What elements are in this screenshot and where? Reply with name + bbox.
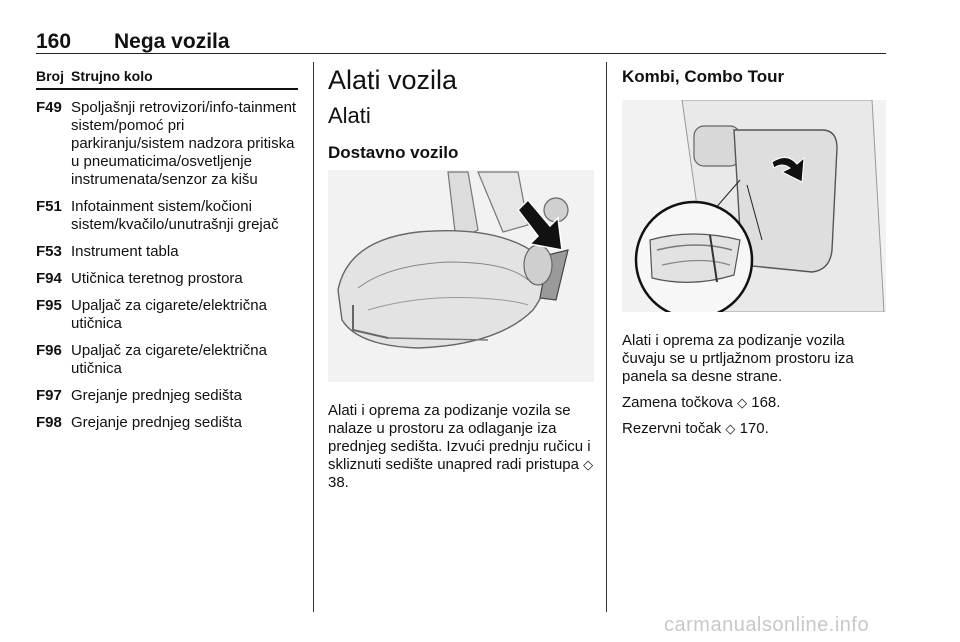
trunk-panel-illustration [622, 100, 886, 312]
column-header-circuit: Strujno kolo [71, 68, 153, 84]
page-reference-icon: ◇ [725, 421, 736, 436]
table-row [36, 342, 298, 378]
page-reference[interactable]: 38. [328, 474, 349, 491]
section-title: Kombi, Combo Tour [622, 67, 785, 86]
fuse-table-header [36, 64, 298, 90]
table-row [36, 198, 298, 234]
table-row [36, 297, 298, 333]
section-heading: Alati vozila [328, 65, 458, 95]
paragraph-text: Alati i oprema za podizanje vozila se nalaze u prostoru za odlaganje iza prednjeg sedišta. Izvući prednju ručicu i skliznuti sedište unapred radi pristupa [328, 402, 591, 473]
reference-text: Zamena točkova [622, 394, 733, 411]
fuse-description: Infotainment sistem/kočioni sistem/kvačilo/unutrašnji grejač [71, 198, 279, 233]
table-row [36, 99, 298, 189]
fuse-description: Upaljač za cigarete/električna utičnica [71, 297, 267, 332]
table-row [36, 243, 298, 261]
fuse-code: F96 [36, 342, 62, 359]
page-reference-icon: ◇ [737, 395, 748, 410]
page-reference[interactable]: 170. [739, 420, 769, 437]
fuse-description: Spoljašnji retrovizori/info-tainment sistem/pomoć pri parkiranju/sistem nadzora pritiska u pneumaticima/osvetljenje instrumenata/senzor za kišu [71, 99, 297, 188]
table-row [36, 387, 298, 405]
page-reference[interactable]: 168. [751, 394, 781, 411]
fuse-code: F53 [36, 243, 62, 260]
page-title: Nega vozila [114, 30, 230, 53]
fuse-code: F95 [36, 297, 62, 314]
fuse-code: F51 [36, 198, 62, 215]
body-paragraph [328, 402, 596, 492]
fuse-description: Utičnica teretnog prostora [71, 270, 243, 287]
right-column [622, 64, 886, 438]
subheading: Alati [328, 103, 371, 128]
fuse-description: Instrument tabla [71, 243, 179, 260]
header-rule [36, 53, 886, 54]
page-header [36, 30, 886, 52]
column-divider [313, 62, 314, 612]
middle-column [328, 64, 596, 492]
column-header-number: Broj [36, 68, 64, 84]
fuse-description: Upaljač za cigarete/električna utičnica [71, 342, 267, 377]
fuse-code: F94 [36, 270, 62, 287]
fuse-code: F98 [36, 414, 62, 431]
table-row [36, 414, 298, 432]
column-divider [606, 62, 607, 612]
section-title: Dostavno vozilo [328, 143, 459, 162]
watermark: carmanualsonline.info [664, 614, 870, 636]
fuse-table [36, 64, 298, 432]
cross-reference [622, 394, 886, 412]
page-reference-icon: ◇ [583, 457, 594, 472]
cross-reference [622, 420, 886, 438]
seat-illustration [328, 170, 594, 382]
fuse-code: F49 [36, 99, 62, 116]
fuse-code: F97 [36, 387, 62, 404]
page-number: 160 [36, 30, 72, 53]
fuse-description: Grejanje prednjeg sedišta [71, 414, 242, 431]
table-row [36, 270, 298, 288]
reference-text: Rezervni točak [622, 420, 722, 437]
fuse-description: Grejanje prednjeg sedišta [71, 387, 242, 404]
body-paragraph: Alati i oprema za podizanje vozila čuvaju se u prtljažnom prostoru iza panela sa desne strane. [622, 332, 854, 385]
